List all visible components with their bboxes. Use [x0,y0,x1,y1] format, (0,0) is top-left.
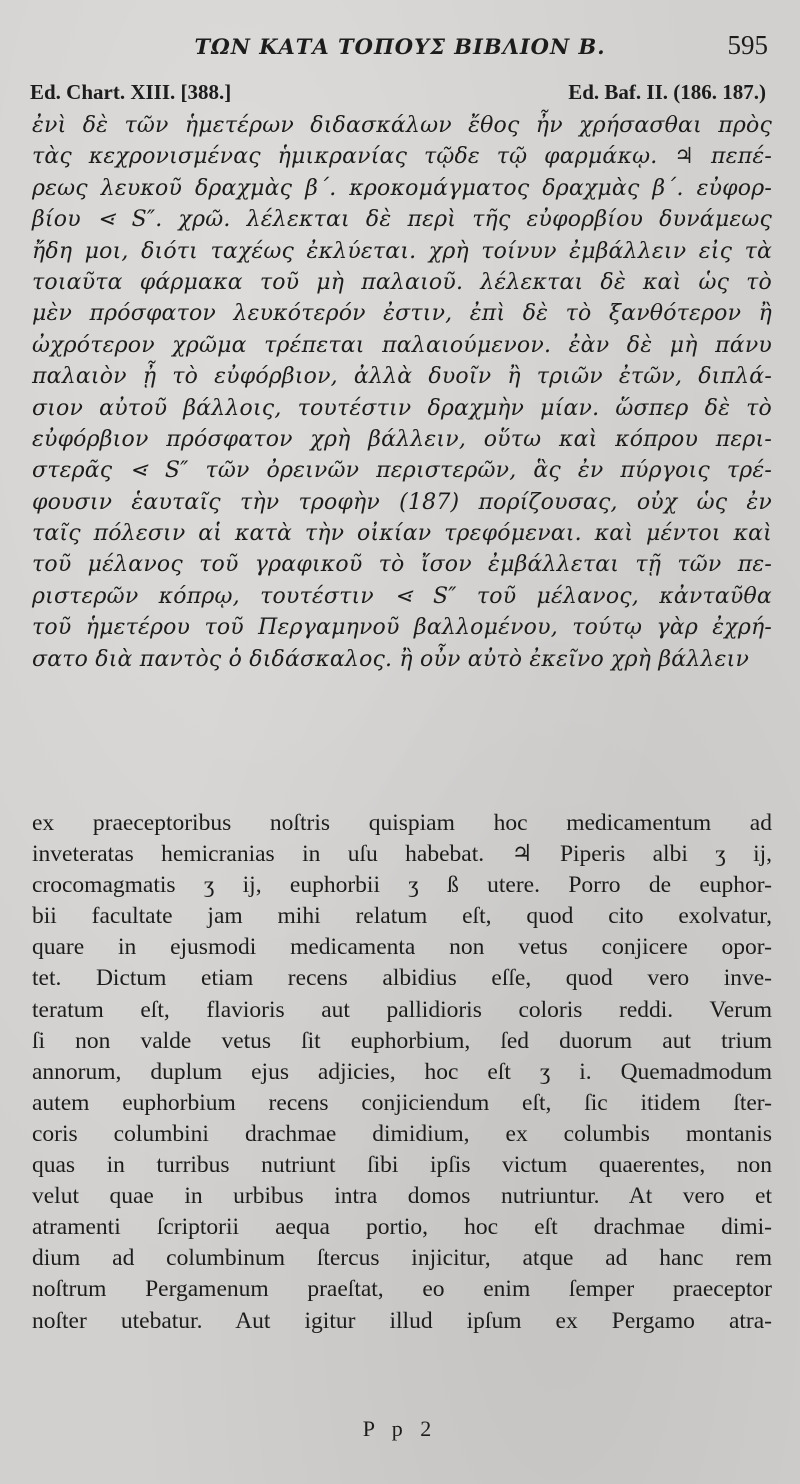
latin-line: ſi non valde vetus ſit euphorbium, ſed duorum aut trium [32,1027,772,1054]
signature-mark: P p 2 [362,1416,438,1441]
latin-line: noſtrum Pergamenum praeſtat, eo enim ſemper praeceptor [32,1276,772,1303]
greek-text-block [32,110,772,675]
greek-line: τοῦ ἡμετέρου τοῦ Περγαμηνοῦ βαλλομένου, τούτῳ γὰρ ἐχρή- [32,615,772,641]
latin-line: velut quae in urbibus intra domos nutriuntur. At vero et [32,1183,772,1210]
latin-line: teratum eſt, flavioris aut pallidioris coloris reddi. Verum [32,996,772,1023]
greek-line: σιον αὐτοῦ βάλλοις, τουτέστιν δραχμὴν μίαν. ὥσπερ δὲ τὸ [32,395,772,421]
latin-line: quas in turribus nutriunt ſibi ipſis victum quaerentes, non [32,1152,772,1179]
greek-line: ἐνὶ δὲ τῶν ἡμετέρων διδασκάλων ἔθος ἦν χρήσασθαι πρὸς [32,113,772,138]
edition-chartier-ref: Ed. Chart. XIII. [388.] [30,80,232,104]
latin-line: atramenti ſcriptorii aequa portio, hoc eſt drachmae dimi- [32,1214,772,1241]
greek-line: τοῦ μέλανος τοῦ γραφικοῦ τὸ ἴσον ἐμβάλλεται τῇ τῶν πε- [32,552,772,578]
latin-line: autem euphorbium recens conjiciendum eſt, ſic itidem ſter- [32,1089,772,1116]
edition-references [30,80,770,110]
greek-line: σατο διὰ παντὸς ὁ διδάσκαλος. ἢ οὖν αὐτὸ ἐκεῖνο χρὴ βάλλειν [32,646,750,672]
greek-line: μὲν πρόσφατον λευκότερόν ἐστιν, ἐπὶ δὲ τὸ ξανθότερον ἢ [32,301,772,327]
greek-line: βίου ⋖ S″. χρῶ. λέλεκται δὲ περὶ τῆς εὐφορβίου δυνάμεως [32,207,772,233]
latin-line: quare in ejusmodi medicamenta non vetus conjicere opor- [32,934,772,961]
greek-line: εὐφόρβιον πρόσφατον χρὴ βάλλειν, οὕτω καὶ κόπρου περι- [32,426,772,452]
greek-line: ρεως λευκοῦ δραχμὰς β΄. κροκομάγματος δραχμὰς β΄. εὐφορ- [32,175,772,201]
page-number: 595 [727,30,768,60]
latin-line: noſter utebatur. Aut igitur illud ipſum ex Pergamo atra- [32,1307,772,1334]
greek-line: ἤδη μοι, διότι ταχέως ἐκλύεται. χρὴ τοίνυν ἐμβάλλειν εἰς τὰ [32,238,772,264]
latin-line: coris columbini drachmae dimidium, ex columbis montanis [32,1120,772,1147]
latin-line: tet. Dictum etiam recens albidius eſſe, quod vero inve- [32,965,772,992]
running-head [30,30,770,70]
latin-line: dium ad columbinum ſtercus injicitur, atque ad hanc rem [32,1245,772,1272]
latin-line: crocomagmatis ʒ ij, euphorbii ʒ ß utere. Porro de euphor- [32,872,772,899]
running-title: ΤΩΝ ΚΑΤΑ ΤΟΠΟΥΣ ΒΙΒΛΙΟΝ Β. [194,34,606,59]
greek-line: ριστερῶν κόπρῳ, τουτέστιν ⋖ S″ τοῦ μέλανος, κἀνταῦθα [32,583,772,609]
greek-line: ταῖς πόλεσιν αἱ κατὰ τὴν οἰκίαν τρεφόμεναι. καὶ μέντοι καὶ [32,521,772,547]
greek-line: τὰς κεχρονισμένας ἡμικρανίας τῷδε τῷ φαρμάκῳ. ♃ πεπέ- [32,144,772,170]
latin-line: inveteratas hemicranias in uſu habebat. ♃ Piperis albi ʒ ij, [32,841,772,868]
latin-line: ex praeceptoribus noſtris quispiam hoc medicamentum ad [32,810,772,836]
latin-text-block [32,808,772,1337]
latin-line: annorum, duplum ejus adjicies, hoc eſt ʒ i. Quemadmodum [32,1058,772,1085]
greek-line: φουσιν ἑαυταῖς τὴν τροφὴν (187) πορίζουσας, οὐχ ὡς ἐν [32,489,772,515]
latin-line: bii facultate jam mihi relatum eſt, quod cito exolvatur, [32,903,772,930]
greek-line: παλαιὸν ᾖ τὸ εὐφόρβιον, ἀλλὰ δυοῖν ἢ τριῶν ἐτῶν, διπλά- [32,364,772,390]
greek-line: ὠχρότερον χρῶμα τρέπεται παλαιούμενον. ἐὰν δὲ μὴ πάνυ [32,332,772,358]
edition-basel-ref: Ed. Baf. II. (186. 187.) [568,80,766,104]
greek-line: στερᾶς ⋖ S″ τῶν ὀρεινῶν περιστερῶν, ἃς ἐν πύργοις τρέ- [32,458,772,484]
greek-line: τοιαῦτα φάρμακα τοῦ μὴ παλαιοῦ. λέλεκται δὲ καὶ ὡς τὸ [32,269,772,295]
